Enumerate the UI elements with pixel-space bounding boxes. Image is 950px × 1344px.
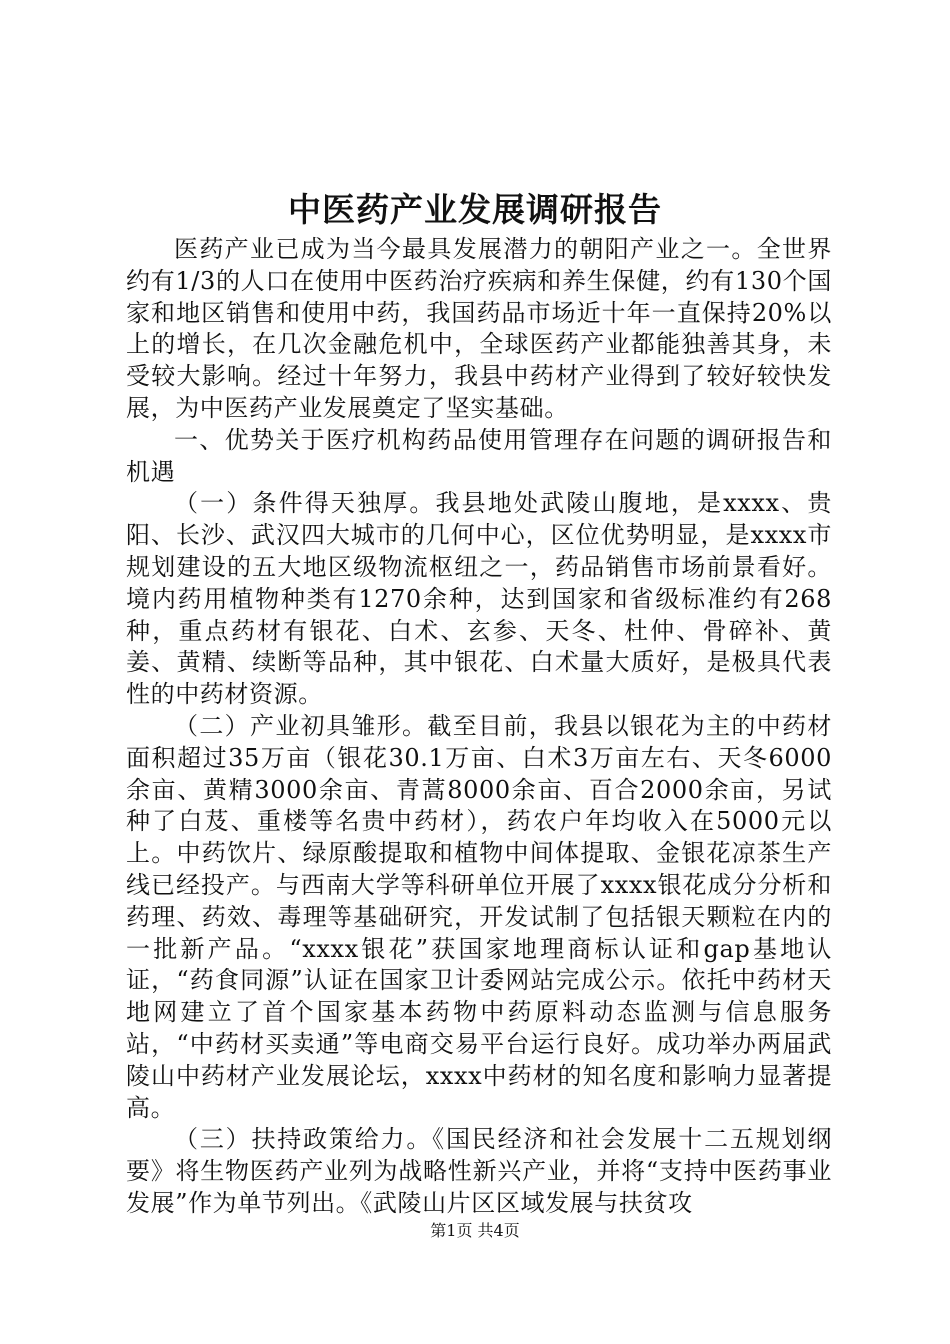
- paragraph-conditions: （一）条件得天独厚。我县地处武陵山腹地，是xxxx、贵阳、长沙、武汉四大城市的几何中心，区位优势明显，是xxxx市规划建设的五大地区级物流枢纽之一，药品销售市场前景看好。境内药用植物种类有1270余种，达到国家和省级标准约有268种，重点药材有银花、白术、玄参、天冬、杜仲、骨碎补、黄姜、黄精、续断等品种，其中银花、白术量大质好，是极具代表性的中药材资源。: [126, 489, 832, 709]
- document-body: [126, 234, 832, 1220]
- paragraph-industry: （二）产业初具雏形。截至目前，我县以银花为主的中药材面积超过35万亩（银花30.1万亩、白术3万亩左右、天冬6000余亩、黄精3000余亩、青蒿8000余亩、百合2000余亩，另试种了白芨、重楼等名贵中药材），药农户年均收入在5000元以上。中药饮片、绿原酸提取和植物中间体提取、金银花凉茶生产线已经投产。与西南大学等科研单位开展了xxxx银花成分分析和药理、药效、毒理等基础研究，开发试制了包括银天颗粒在内的一批新产品。“xxxx银花”获国家地理商标认证和gap基地认证，“药食同源”认证在国家卫计委网站完成公示。依托中药材天地网建立了首个国家基本药物中药原料动态监测与信息服务站，“中药材买卖通”等电商交易平台运行良好。成功举办两届武陵山中药材产业发展论坛，xxxx中药材的知名度和影响力显著提高。: [126, 711, 832, 1122]
- paragraph-policy: （三）扶持政策给力。《国民经济和社会发展十二五规划纲要》将生物医药产业列为战略性新兴产业，并将“支持中医药事业发展”作为单节列出。《武陵山片区区域发展与扶贫攻: [126, 1125, 832, 1217]
- paragraph-section-heading: 一、优势关于医疗机构药品使用管理存在问题的调研报告和机遇: [126, 425, 832, 486]
- paragraph-intro: 医药产业已成为当今最具发展潜力的朝阳产业之一。全世界约有1/3的人口在使用中医药治疗疾病和养生保健，约有130个国家和地区销售和使用中药，我国药品市场近十年一直保持20%以上的增长，在几次金融危机中，全球医药产业都能独善其身，未受较大影响。经过十年努力，我县中药材产业得到了较好较快发展，为中医药产业发展奠定了坚实基础。: [126, 235, 832, 422]
- page-footer: 第1页 共4页: [430, 1221, 520, 1240]
- document-title: 中医药产业发展调研报告: [288, 190, 662, 229]
